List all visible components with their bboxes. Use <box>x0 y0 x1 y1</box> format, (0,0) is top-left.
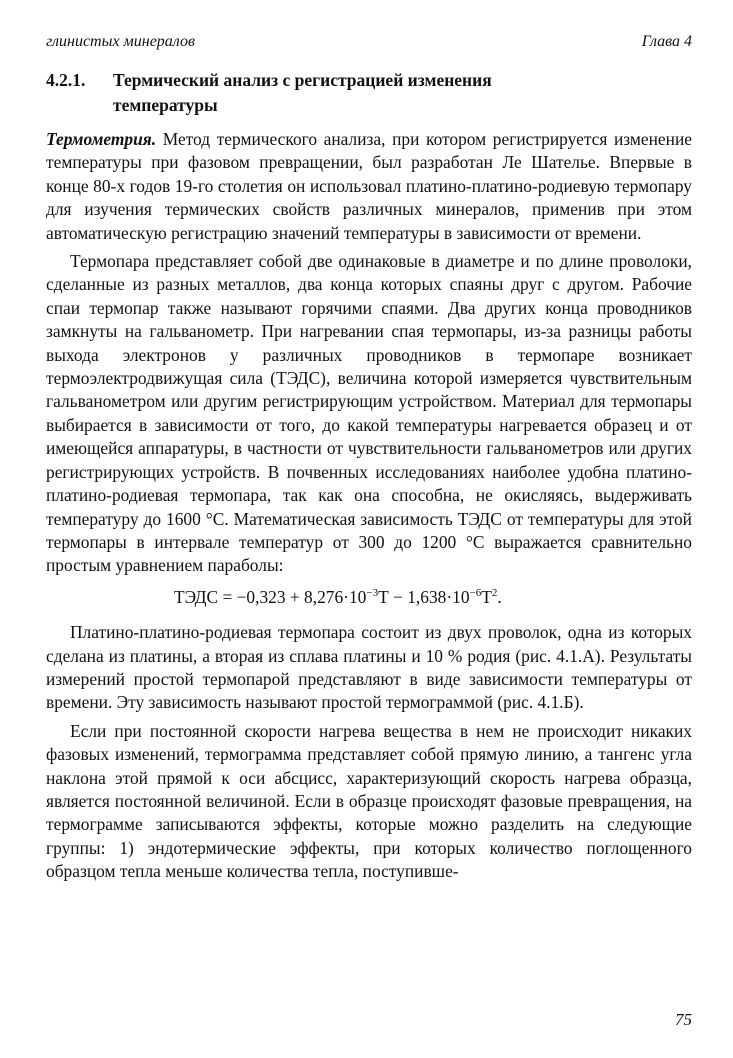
running-header-left: глинистых минералов <box>46 33 195 50</box>
formula-exponent: 2 <box>491 586 498 599</box>
paragraph-thermocouple: Термопара представляет собой две одинаковые в диаметре и по длине проволоки, сделанные из разных металлов, два конца которых спаяны друг с другом. Рабочие спаи термопар также называют горячими спаями. Два других конца проводников замкнуты на гальванометр. При нагревании спая термопары, из-за разницы работы выхода электронов у различных проводников в термопаре возникает термоэлектродвижущая сила (ТЭДС), величина которой измеряется чувствительным гальванометром или другим регистрирующим устройством. Материал для термопары выбирается в зависимости от того, до какой температуры нагревается образец и от имеющейся аппаратуры, в частности от чувствительности гальванометров или других регистрирующих устройств. В почвенных исследованиях наиболее удобна платино-платино-родиевая термопара, так как она способна, не окисляясь, выдерживать температуру до 1600 °С. Математическая зависимость ТЭДС от температуры для этой термопары в интервале температур от 300 до 1200 °С выражается сравнительно простым уравнением параболы: <box>46 251 692 576</box>
formula-part: . <box>497 586 502 607</box>
running-header-chapter: Глава 4 <box>641 33 692 50</box>
section-number: 4.2.1. <box>46 70 86 90</box>
formula-exponent: −3 <box>366 586 379 599</box>
page-number: 75 <box>675 1010 692 1029</box>
body-text <box>46 128 692 884</box>
section-title: Термический анализ с регистрацией изменения температуры <box>113 70 492 115</box>
formula-part: Т − 1,638·10 <box>378 586 470 607</box>
paragraph-thermometry-text: Метод термического анализа, при котором регистрируется изменение температуры при фазовом превращении, был разработан Ле Шателье. Впервые в конце 80-х годов 19-го столетия он использовал платино-платино-родиевую термопару для изучения термических свойств различных минералов, применив при этом автоматическую регистрацию значений температуры в зависимости от времени. <box>46 129 692 243</box>
book-page <box>46 0 692 1058</box>
formula-emf <box>46 586 692 609</box>
paragraph-thermometry <box>46 128 692 245</box>
formula-part: Т <box>481 586 492 607</box>
term-thermometry: Термометрия. <box>46 129 157 149</box>
paragraph-platinum: Платино-платино-родиевая термопара состоит из двух проволок, одна из которых сделана из платины, а вторая из сплава платины и 10 % родия (рис. 4.1.А). Результаты измерений простой термопарой представляют в виде зависимости температуры от времени. Эту зависимость называют простой термограммой (рис. 4.1.Б). <box>46 622 692 713</box>
formula-exponent: −6 <box>469 586 482 599</box>
formula-part: ТЭДС = −0,323 + 8,276·10 <box>174 586 367 607</box>
paragraph-thermogram: Если при постоянной скорости нагрева вещества в нем не происходит никаких фазовых изменений, термограмма представляет собой прямую линию, а тангенс угла наклона этой прямой к оси абсцисс, характеризующий скорость нагрева образца, является постоянной величиной. Если в образце происходят фазовые превращения, на термограмме записываются эффекты, которые можно разделить на следующие группы: 1) эндотермические эффекты, при которых количество поглощенного образцом тепла меньше количества тепла, поступивше- <box>46 720 692 882</box>
